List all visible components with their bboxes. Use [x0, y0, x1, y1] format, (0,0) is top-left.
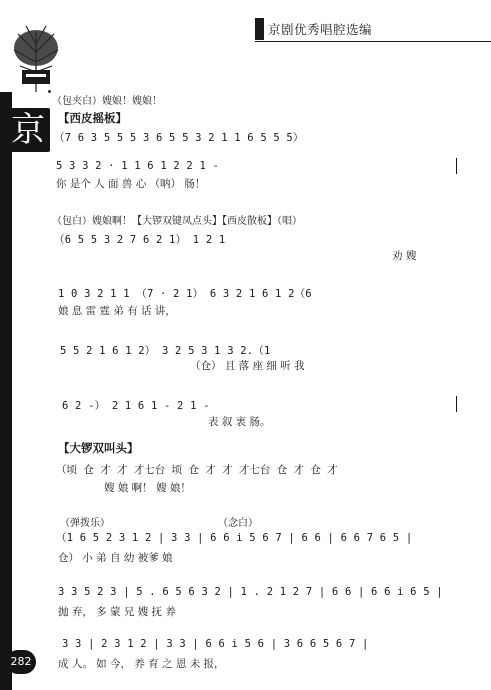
recitation-tag: （念白） [218, 518, 258, 529]
ornament-bush-icon [8, 22, 64, 94]
section-label: 【西皮摇板】 [58, 111, 127, 125]
barline [456, 396, 457, 412]
notation-row: 5 3 3 2 · 1 1 6 1 2 2 1 - [56, 160, 220, 172]
barline [456, 158, 457, 174]
lyric-row: 劝 嫂 [392, 250, 417, 262]
running-header-title: 京剧优秀唱腔选编 [268, 22, 373, 37]
lyric-row: 成 人。 如 今， 养 育 之 恩 未 报， [58, 658, 225, 670]
header-rule [255, 41, 491, 42]
lyric-row: 表 叙 衷 肠。 [208, 416, 271, 428]
lyric-row: 你 是个 人 面 兽 心 （呐） 肠！ [56, 178, 206, 190]
left-edge-bar [0, 92, 12, 690]
chapter-side-label: 京 [6, 108, 50, 152]
lyric-row: 嫂 娘 啊！ 嫂 娘！ [104, 482, 191, 494]
notation-row: 3 3 | 2 3 1 2 | 3 3 | 6 6 i 5 6 | 3 6 6 5 6 7 | [62, 638, 369, 650]
notation-row: （7 6 3 5 5 5 3 6 5 5 3 2 1 1 6 5 5 5） [54, 132, 304, 144]
notation-row: （6 5 5 3 2 7 6 2 1） 1 2 1 [54, 234, 226, 246]
percussion-row: （顷 仓 才 才 才七台 顷 仓 才 才 才七台 仓 才 仓 才 [56, 464, 338, 476]
spoken-line: （包夹白）嫂娘！嫂娘！ [52, 96, 162, 107]
notation-row: 1 0 3 2 1 1 （7 · 2 1） 6 3 2 1 6 1 2（6 [58, 288, 312, 300]
notation-row: 5 5 2 1 6 1 2） 3 2 5 3 1 3 2.（1 [60, 345, 271, 357]
header-marker [255, 18, 264, 40]
lyric-row: 仓） 小 弟 自 幼 被爹 娘 [58, 552, 173, 564]
spoken-line: （包白）嫂娘啊！【大锣双键凤点头】【西皮散板】（唱） [52, 216, 302, 227]
section-label: 【大锣双叫头】 [58, 441, 139, 455]
lyric-row: 娘 息 雷 霆 弟 有 话 讲， [58, 305, 176, 317]
bullet-mark [48, 90, 51, 93]
page-number: 282 [6, 650, 36, 674]
lyric-row: （仓） 且 落 座 细 听 我 [190, 360, 305, 372]
notation-row: （1 6 5 2 3 1 2 | 3 3 | 6 6 i 5 6 7 | 6 6 | 6 6 7 6 5 | [56, 532, 413, 544]
notation-row: 6 2 -） 2 1 6 1 - 2 1 - [62, 400, 210, 412]
lyric-row: 抛 弃， 多 蒙 兄 嫂 抚 养 [58, 606, 176, 618]
instrument-tag: （弹拨乐） [60, 518, 110, 529]
notation-row: 3 3 5 2 3 | 5 . 6 5 6 3 2 | 1 . 2 1 2 7 | 6 6 | 6 6 i 6 5 | [58, 586, 443, 598]
